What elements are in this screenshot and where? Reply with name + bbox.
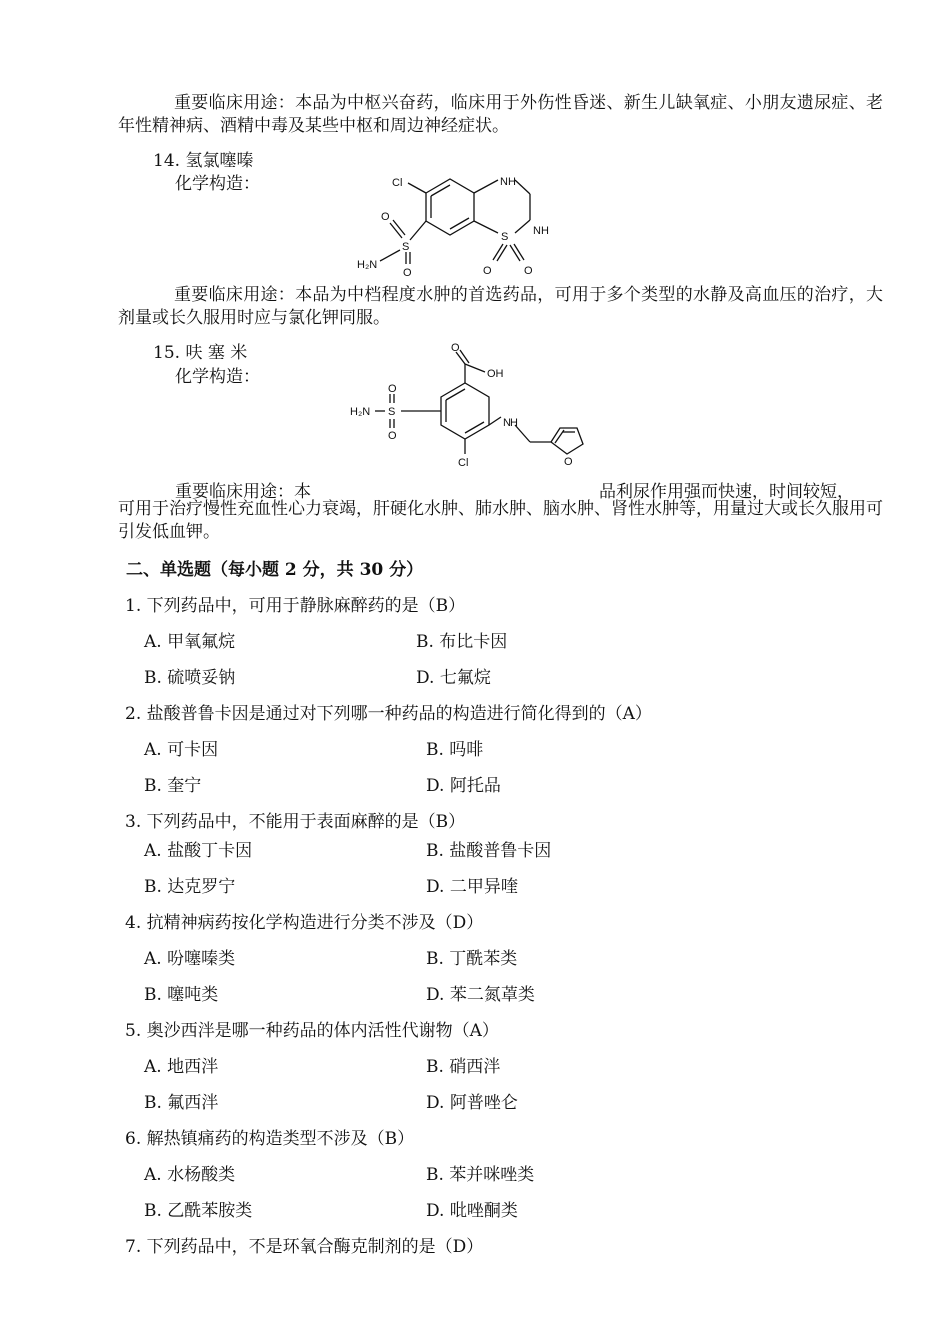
question-stem: 6. 解热镇痛药的构造类型不涉及（B） [125, 1129, 415, 1149]
drug15-usage-mid: 品利尿作用强而快速，时间较短， [599, 482, 854, 502]
question-stem: 1. 下列药品中，可用于静脉麻醉药的是（B） [125, 596, 466, 616]
option-d: D. 七氟烷 [416, 668, 491, 688]
drug15-usage-start: 重要临床用途：本 [175, 482, 311, 502]
atom-nh-top: NH [500, 176, 516, 188]
option-a: A. 甲氧氟烷 [144, 632, 236, 652]
question-stem: 2. 盐酸普鲁卡因是通过对下列哪一种药品的构造进行简化得到的（A） [125, 704, 652, 724]
drug14-struct-label: 化学构造： [175, 174, 260, 194]
option-a: A. 盐酸丁卡因 [144, 841, 253, 861]
question-stem: 4. 抗精神病药按化学构造进行分类不涉及（D） [125, 913, 484, 933]
option-a: A. 可卡因 [144, 740, 219, 760]
option-b: B. 苯并咪唑类 [426, 1165, 535, 1185]
benzene-ring [441, 383, 489, 439]
furosemide-structure [345, 342, 595, 474]
drug15-usage-rest: 可用于治疗慢性充血性心力衰竭，肝硬化水肿、肺水肿、脑水肿、肾性水肿等，用量过大或长久服用可引发低血钾。 [118, 499, 883, 542]
drug15-struct-label: 化学构造： [175, 367, 260, 387]
option-d: D. 二甲异喹 [426, 877, 518, 897]
option-c: B. 奎宁 [144, 776, 202, 796]
option-b: B. 吗啡 [426, 740, 484, 760]
question-stem: 3. 下列药品中，不能用于表面麻醉的是（B） [125, 812, 466, 832]
atom-o-bottom2: O [524, 265, 533, 277]
option-c: B. 乙酰苯胺类 [144, 1201, 253, 1221]
option-c: B. 氟西泮 [144, 1093, 219, 1113]
drug14-title: 14. 氢氯噻嗪 [153, 151, 254, 171]
atom-o-bottom1: O [483, 265, 492, 277]
option-c: B. 达克罗宁 [144, 877, 236, 897]
atom-s-ring: S [501, 231, 509, 243]
atom-s: S [388, 406, 396, 418]
atom-n: N [503, 417, 511, 429]
atom-o-carbonyl: O [451, 342, 460, 354]
atom-s-left: S [402, 241, 410, 253]
atom-oh: OH [487, 368, 504, 380]
atom-nh2: H₂N [350, 406, 371, 418]
option-b: B. 盐酸普鲁卡因 [426, 841, 552, 861]
option-b: B. 丁酰苯类 [426, 949, 518, 969]
benzene-ring [426, 179, 474, 235]
atom-o-bottom: O [388, 430, 397, 442]
option-b: B. 布比卡因 [416, 632, 508, 652]
drug13-usage: 重要临床用途：本品为中枢兴奋药，临床用于外伤性昏迷、新生儿缺氧症、小朋友遗尿症、老年性精神病、酒精中毒及某些中枢和周边神经症状。 [118, 93, 883, 136]
option-d: D. 吡唑酮类 [426, 1201, 518, 1221]
atom-h: H [510, 417, 518, 429]
atom-o-top: O [388, 383, 397, 395]
option-c: B. 硫喷妥钠 [144, 668, 236, 688]
section2-heading: 二、单选题（每小题 2 分，共 30 分） [126, 560, 424, 580]
atom-o-left: O [381, 211, 390, 223]
option-a: A. 吩噻嗪类 [144, 949, 236, 969]
option-d: D. 苯二氮䓬类 [426, 985, 535, 1005]
atom-nh-mid: NH [533, 225, 549, 237]
drug15-title: 15. 呋 塞 米 [153, 343, 248, 363]
hydrochlorothiazide-structure [350, 168, 570, 283]
option-d: D. 阿普唑仑 [426, 1093, 518, 1113]
atom-cl: Cl [458, 457, 469, 469]
option-b: B. 硝西泮 [426, 1057, 501, 1077]
option-a: A. 水杨酸类 [144, 1165, 236, 1185]
atom-o-left-bottom: O [403, 267, 412, 279]
question-stem: 7. 下列药品中，不是环氧合酶克制剂的是（D） [125, 1237, 484, 1257]
option-c: B. 噻吨类 [144, 985, 219, 1005]
option-d: D. 阿托品 [426, 776, 501, 796]
option-a: A. 地西泮 [144, 1057, 219, 1077]
atom-o-furan: O [564, 456, 573, 468]
drug14-usage: 重要临床用途：本品为中档程度水肿的首选药品，可用于多个类型的水静及高血压的治疗，大剂量或长久服用时应与氯化钾同服。 [118, 285, 883, 328]
question-stem: 5. 奥沙西泮是哪一种药品的体内活性代谢物（A） [125, 1021, 499, 1041]
atom-cl: Cl [392, 177, 403, 189]
atom-nh2: H₂N [357, 259, 378, 271]
